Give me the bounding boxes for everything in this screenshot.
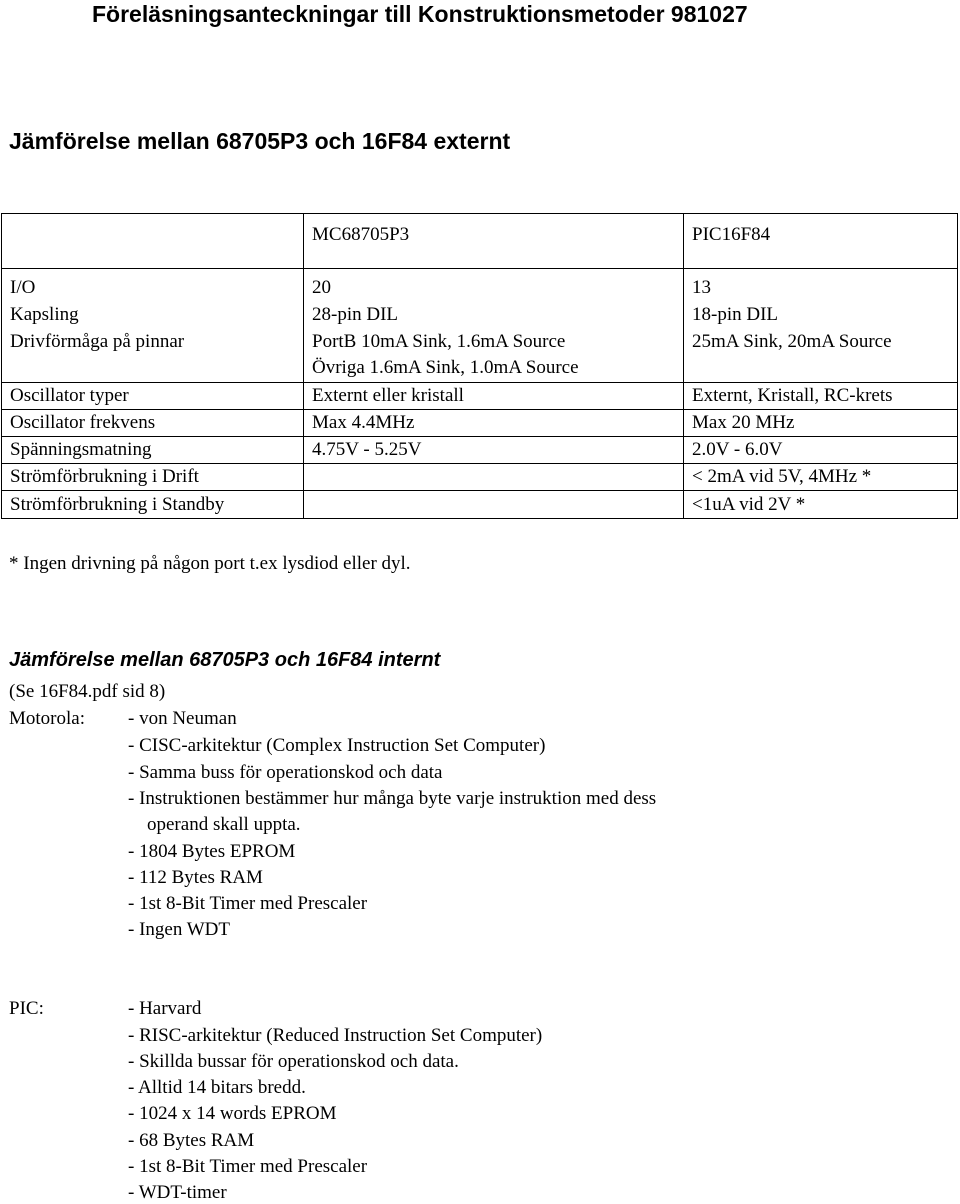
table-row-divider (2, 382, 957, 383)
motorola-item: - Samma buss för operationskod och data (128, 762, 443, 783)
pic-item: - RISC-arkitektur (Reduced Instruction Set Computer) (128, 1025, 543, 1046)
table-column-divider (683, 214, 684, 518)
pic-item: - Alltid 14 bitars bredd. (128, 1077, 306, 1098)
row-label: I/O (10, 277, 36, 298)
column-header-pic16f84: PIC16F84 (692, 224, 771, 245)
row-label: Oscillator typer (10, 385, 129, 406)
pic-item: - 1024 x 14 words EPROM (128, 1103, 337, 1124)
reference-note: (Se 16F84.pdf sid 8) (9, 681, 166, 702)
mc-value: 4.75V - 5.25V (312, 439, 422, 460)
table-row-divider (2, 409, 957, 410)
mc-value: 28-pin DIL (312, 304, 399, 325)
table-row-divider (2, 436, 957, 437)
motorola-item: - 1st 8-Bit Timer med Prescaler (128, 893, 368, 914)
mc-value: PortB 10mA Sink, 1.6mA Source (312, 331, 566, 352)
pic-value: 13 (692, 277, 711, 298)
pic-value: Externt, Kristall, RC-krets (692, 385, 893, 406)
table-footnote: * Ingen drivning på någon port t.ex lysdiod eller dyl. (9, 553, 411, 574)
mc-value-line2: Övriga 1.6mA Sink, 1.0mA Source (312, 357, 579, 378)
motorola-item: - von Neuman (128, 708, 237, 729)
pic-value: Max 20 MHz (692, 412, 795, 433)
motorola-item: - Ingen WDT (128, 919, 231, 940)
pic-value: 2.0V - 6.0V (692, 439, 783, 460)
motorola-item: - CISC-arkitektur (Complex Instruction Set Computer) (128, 735, 546, 756)
pic-value: < 2mA vid 5V, 4MHz * (692, 466, 872, 487)
pic-item: - 1st 8-Bit Timer med Prescaler (128, 1156, 368, 1177)
table-column-divider (303, 214, 304, 518)
section-heading-extern: Jämförelse mellan 68705P3 och 16F84 externt (9, 128, 511, 154)
mc-value: Externt eller kristall (312, 385, 464, 406)
row-label: Strömförbrukning i Drift (10, 466, 199, 487)
pic-value: 18-pin DIL (692, 304, 779, 325)
motorola-item-continuation: operand skall uppta. (147, 814, 301, 835)
page-title: Föreläsningsanteckningar till Konstruktionsmetoder 981027 (92, 1, 748, 27)
row-label: Drivförmåga på pinnar (10, 331, 185, 352)
motorola-item: - 1804 Bytes EPROM (128, 841, 296, 862)
row-label: Kapsling (10, 304, 79, 325)
pic-item: - WDT-timer (128, 1182, 227, 1203)
pic-value: 25mA Sink, 20mA Source (692, 331, 892, 352)
pic-label: PIC: (9, 998, 44, 1019)
table-row-divider (2, 490, 957, 491)
section-heading-intern: Jämförelse mellan 68705P3 och 16F84 internt (9, 649, 441, 671)
pic-item: - Skillda bussar för operationskod och data. (128, 1051, 459, 1072)
motorola-item: - Instruktionen bestämmer hur många byte varje instruktion med dess (128, 788, 657, 809)
column-header-mc68705p3: MC68705P3 (312, 224, 410, 245)
table-row-divider (2, 463, 957, 464)
mc-value: Max 4.4MHz (312, 412, 415, 433)
pic-value: <1uA vid 2V * (692, 494, 806, 515)
table-divider (2, 268, 957, 269)
comparison-table (1, 213, 958, 519)
row-label: Spänningsmatning (10, 439, 152, 460)
pic-item: - Harvard (128, 998, 202, 1019)
mc-value: 20 (312, 277, 331, 298)
motorola-label: Motorola: (9, 708, 85, 729)
pic-item: - 68 Bytes RAM (128, 1130, 255, 1151)
motorola-item: - 112 Bytes RAM (128, 867, 263, 888)
row-label: Strömförbrukning i Standby (10, 494, 225, 515)
row-label: Oscillator frekvens (10, 412, 156, 433)
